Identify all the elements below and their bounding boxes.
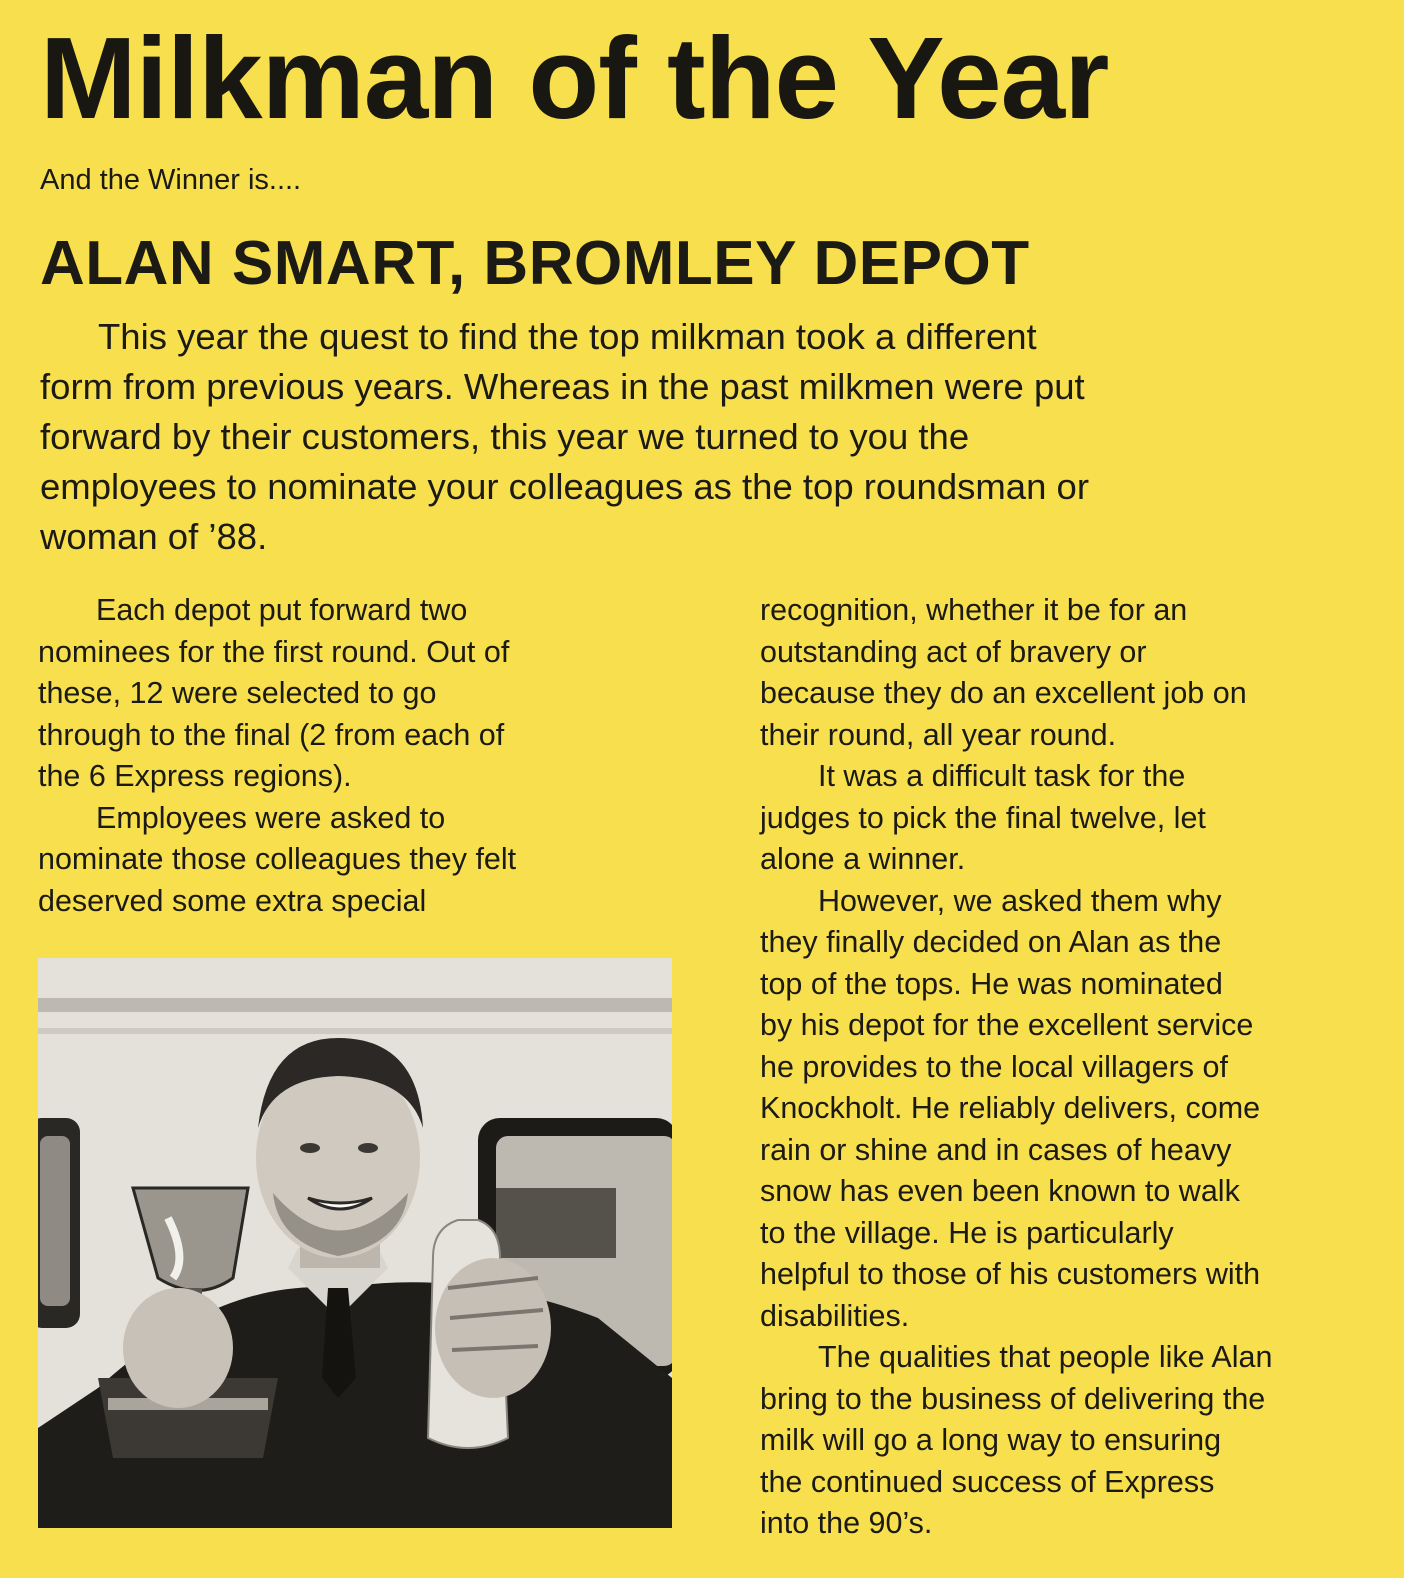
intro-line: This year the quest to find the top milkman took a different — [98, 316, 1037, 357]
body-line: top of the tops. He was nominated — [760, 966, 1223, 1001]
body-line: into the 90’s. — [760, 1506, 933, 1540]
body-line: Each depot put forward two — [96, 593, 468, 627]
body-line: these, 12 were selected to go — [38, 676, 437, 710]
intro-line: woman of ’88. — [40, 516, 268, 557]
body-line: outstanding act of bravery or — [760, 634, 1147, 669]
body-line: to the village. He is particularly — [760, 1215, 1174, 1250]
winner-headline: ALAN SMART, BROMLEY DEPOT — [40, 229, 1030, 298]
body-line: they finally decided on Alan as the — [760, 925, 1222, 959]
body-line: the continued success of Express — [760, 1464, 1215, 1499]
body-line: recognition, whether it be for an — [760, 593, 1188, 627]
intro-paragraph — [40, 312, 1380, 562]
body-line: Employees were asked to — [96, 800, 446, 835]
body-line: However, we asked them why — [818, 883, 1222, 918]
body-line: nominees for the first round. Out of — [38, 634, 510, 669]
body-line: alone a winner. — [760, 842, 966, 876]
intro-line: form from previous years. Whereas in the past milkmen were put — [40, 366, 1085, 407]
right-column — [760, 590, 1400, 1545]
body-line: disabilities. — [760, 1298, 910, 1333]
article-kicker: And the Winner is.... — [40, 164, 302, 196]
body-line: deserved some extra special — [38, 883, 427, 918]
body-line: rain or shine and in cases of heavy — [760, 1132, 1232, 1167]
body-line: nominate those colleagues they felt — [38, 842, 517, 876]
intro-line: employees to nominate your colleagues as the top roundsman or — [40, 466, 1089, 507]
body-line: through to the final (2 from each of — [38, 717, 505, 752]
body-line: judges to pick the final twelve, let — [760, 800, 1206, 835]
photo-illustration — [38, 958, 672, 1528]
body-line: the 6 Express regions). — [38, 759, 352, 793]
intro-line: forward by their customers, this year we turned to you the — [40, 416, 970, 457]
body-line: It was a difficult task for the — [818, 759, 1186, 793]
body-line: The qualities that people like Alan — [818, 1340, 1273, 1374]
body-line: their round, all year round. — [760, 717, 1117, 752]
body-line: by his depot for the excellent service — [760, 1008, 1254, 1042]
body-line: because they do an excellent job on — [760, 676, 1247, 710]
article-title: Milkman of the Year — [40, 13, 1109, 143]
body-line: milk will go a long way to ensuring — [760, 1423, 1222, 1457]
body-line: snow has even been known to walk — [760, 1174, 1240, 1208]
left-column — [38, 590, 678, 922]
body-line: helpful to those of his customers with — [760, 1257, 1261, 1291]
body-line: he provides to the local villagers of — [760, 1049, 1228, 1084]
body-line: Knockholt. He reliably delivers, come — [760, 1091, 1261, 1125]
body-line: bring to the business of delivering the — [760, 1381, 1266, 1416]
winner-photo — [38, 958, 672, 1528]
